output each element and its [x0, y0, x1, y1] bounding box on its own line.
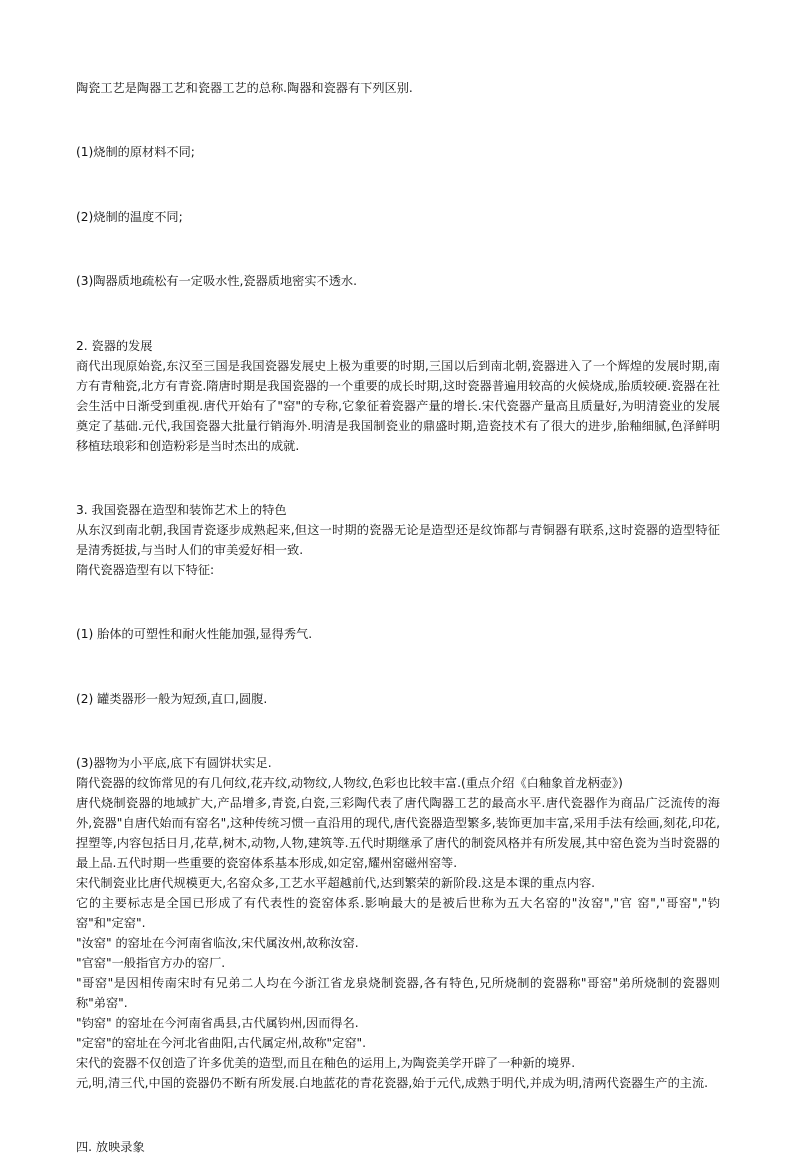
paragraph: (1)烧制的原材料不同;	[76, 145, 195, 160]
paragraph: (2)烧制的温度不同;	[76, 209, 183, 224]
paragraph: 宋代的瓷器不仅创造了许多优美的造型,而且在釉色的运用上,为陶瓷美学开辟了一种新的境界.	[76, 1056, 576, 1070]
paragraph: 它的主要标志是全国已形成了有代表性的瓷窑体系.影响最大的是被后世称为五大名窑的"汝窑","官 窑","哥窑","钧窑"和"定窑".	[76, 896, 720, 930]
paragraph: (3)器物为小平底,底下有圆饼状实足.	[76, 756, 272, 770]
paragraph: "汝窑" 的窑址在今河南省临汝,宋代属汝州,故称汝窑.	[76, 936, 359, 950]
paragraph: "官窑"一般指官方办的窑厂.	[76, 956, 226, 970]
paragraph-gap	[76, 721, 720, 741]
paragraph: "钧窑" 的窑址在今河南省禹县,古代属钧州,因而得名.	[76, 1016, 359, 1030]
paragraph: (2) 罐类器形一般为短颈,直口,圆腹.	[76, 691, 268, 706]
paragraph: 隋代瓷器的纹饰常见的有几何纹,花卉纹,动物纹,人物纹,色彩也比较丰富.(重点介绍《白釉象首龙柄壶》)	[76, 776, 623, 790]
paragraph: (1) 胎体的可塑性和耐火性能加强,显得秀气.	[76, 627, 313, 642]
paragraph: 3. 我国瓷器在造型和装饰艺术上的特色	[76, 502, 287, 517]
paragraph: 元,明,清三代,中国的瓷器仍不断有所发展.白地蓝花的青花瓷器,始于元代,成熟于明代,并成为明,清两代瓷器生产的主流.	[76, 1076, 709, 1090]
paragraph: 宋代制瓷业比唐代规模更大,名窑众多,工艺水平超越前代,达到繁荣的新阶段.这是本课的重点内容.	[76, 876, 596, 890]
paragraph: 隋代瓷器造型有以下特征:	[76, 562, 215, 577]
paragraph-gap	[76, 1105, 720, 1125]
paragraph: (3)陶器质地疏松有一定吸水性,瓷器质地密实不透水.	[76, 274, 357, 289]
paragraph: 商代出现原始瓷,东汉至三国是我国瓷器发展史上极为重要的时期,三国以后到南北朝,瓷器进入了一个辉煌的发展时期,南方有青釉瓷,北方有青瓷.隋唐时期是我国瓷器的一个重要的成长时期,这时瓷器普遍用较高的火候烧成,胎质较硬.瓷器在社会生活中日渐受到重视.唐代开始有了"窑"的专称,它象征着瓷器产量的增长.宋代瓷器产量高且质量好,为明清瓷业的发展奠定了基础.元代,我国瓷器大批量行销海外.明清是我国制瓷业的鼎盛时期,造瓷技术有了很大的进步,胎釉细腻,色泽鲜明移植珐琅彩和创造粉彩是当时杰出的成就.	[76, 358, 720, 453]
paragraph-gap	[76, 239, 720, 259]
paragraph: "定窑"的窑址在今河北省曲阳,古代属定州,故称"定窑".	[76, 1036, 366, 1050]
paragraph-gap	[76, 303, 720, 323]
document-page	[76, 78, 720, 1157]
paragraph-gap	[76, 175, 720, 195]
paragraph: 2. 瓷器的发展	[76, 338, 153, 353]
paragraph-gap	[76, 656, 720, 676]
paragraph-gap	[76, 110, 720, 130]
paragraph: 四. 放映录象	[76, 1140, 145, 1155]
paragraph: 从东汉到南北朝,我国青瓷逐步成熟起来,但这一时期的瓷器无论是造型还是纹饰都与青铜器有联系,这时瓷器的造型特征是清秀挺拔,与当时人们的审美爱好相一致.	[76, 522, 720, 557]
paragraph-gap	[76, 592, 720, 612]
paragraph-gap	[76, 468, 720, 488]
paragraph: 陶瓷工艺是陶器工艺和瓷器工艺的总称.陶器和瓷器有下列区别.	[76, 81, 413, 95]
paragraph: 唐代烧制瓷器的地域扩大,产品增多,青瓷,白瓷,三彩陶代表了唐代陶器工艺的最高水平.唐代瓷器作为商品广泛流传的海外,瓷器"自唐代始而有窑名",这种传统习惯一直沿用的现代,唐代瓷器造型繁多,装饰更加丰富,采用手法有绘画,刻花,印花,捏塑等,内容包括日月,花草,树木,动物,人物,建筑等.五代时期继承了唐代的制瓷风格并有所发展,其中窑色瓷为当时瓷器的最上品.五代时期一些重要的瓷窑体系基本形成,如定窑,耀州窑磁州窑等.	[76, 796, 720, 870]
paragraph: "哥窑"是因相传南宋时有兄弟二人均在今浙江省龙泉烧制瓷器,各有特色,兄所烧制的瓷器称"哥窑"弟所烧制的瓷器则称"弟窑".	[76, 976, 720, 1010]
